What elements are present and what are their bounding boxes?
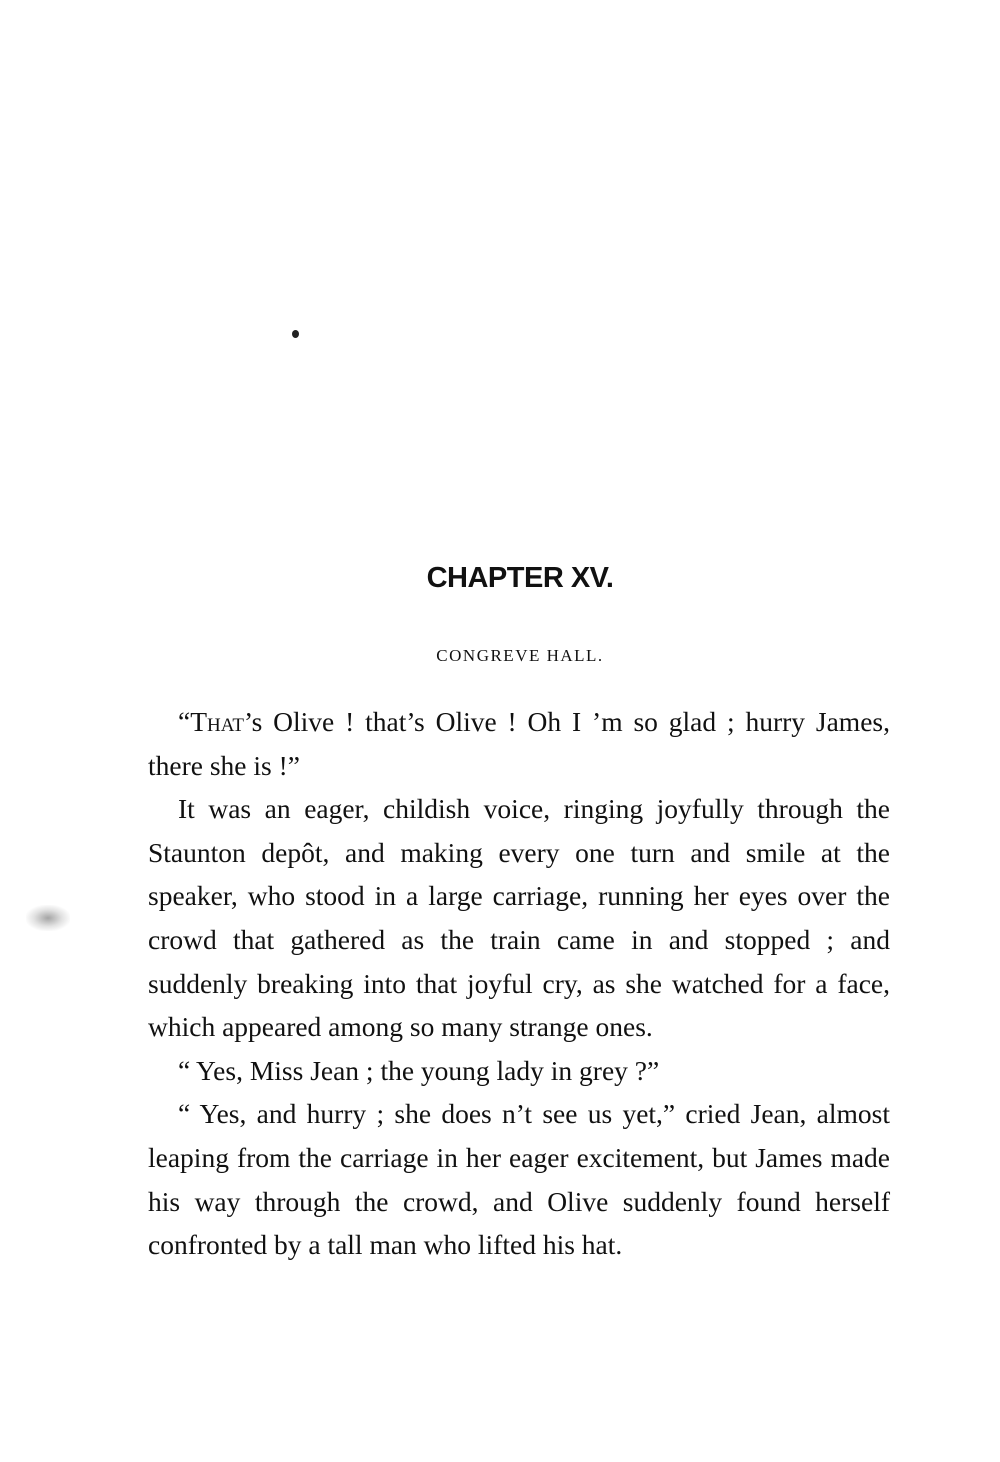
page-smudge (26, 905, 70, 931)
chapter-body (148, 700, 890, 1267)
chapter-heading: CHAPTER XV. (426, 562, 614, 594)
open-quote: “ (178, 706, 191, 737)
paragraph-1-text: ’s Olive ! that’s Olive ! Oh I ’m so glad ; hurry James, there she is !” (148, 706, 890, 781)
paragraph-4: “ Yes, and hurry ; she does n’t see us yet,” cried Jean, almost leaping from the carriage in her eager excitement, but James made his way through the crowd, and Olive suddenly found herself confronted by a tall man who lifted his hat. (148, 1098, 890, 1261)
paragraph-2: It was an eager, childish voice, ringing joyfully through the Staunton depôt, and making every one turn and smile at the speaker, who stood in a large carriage, running her eyes over the crowd that gathered as the train came in and stopped ; and suddenly breaking into that joyful cry, as she watched for a face, which appeared among so many strange ones. (148, 793, 890, 1043)
lead-small-caps: That (190, 706, 244, 737)
paragraph-1 (148, 700, 890, 787)
chapter-subtitle: CONGREVE HALL. (436, 646, 604, 665)
ink-speck (292, 330, 299, 338)
paragraph-3: “ Yes, Miss Jean ; the young lady in grey ?” (178, 1054, 660, 1086)
